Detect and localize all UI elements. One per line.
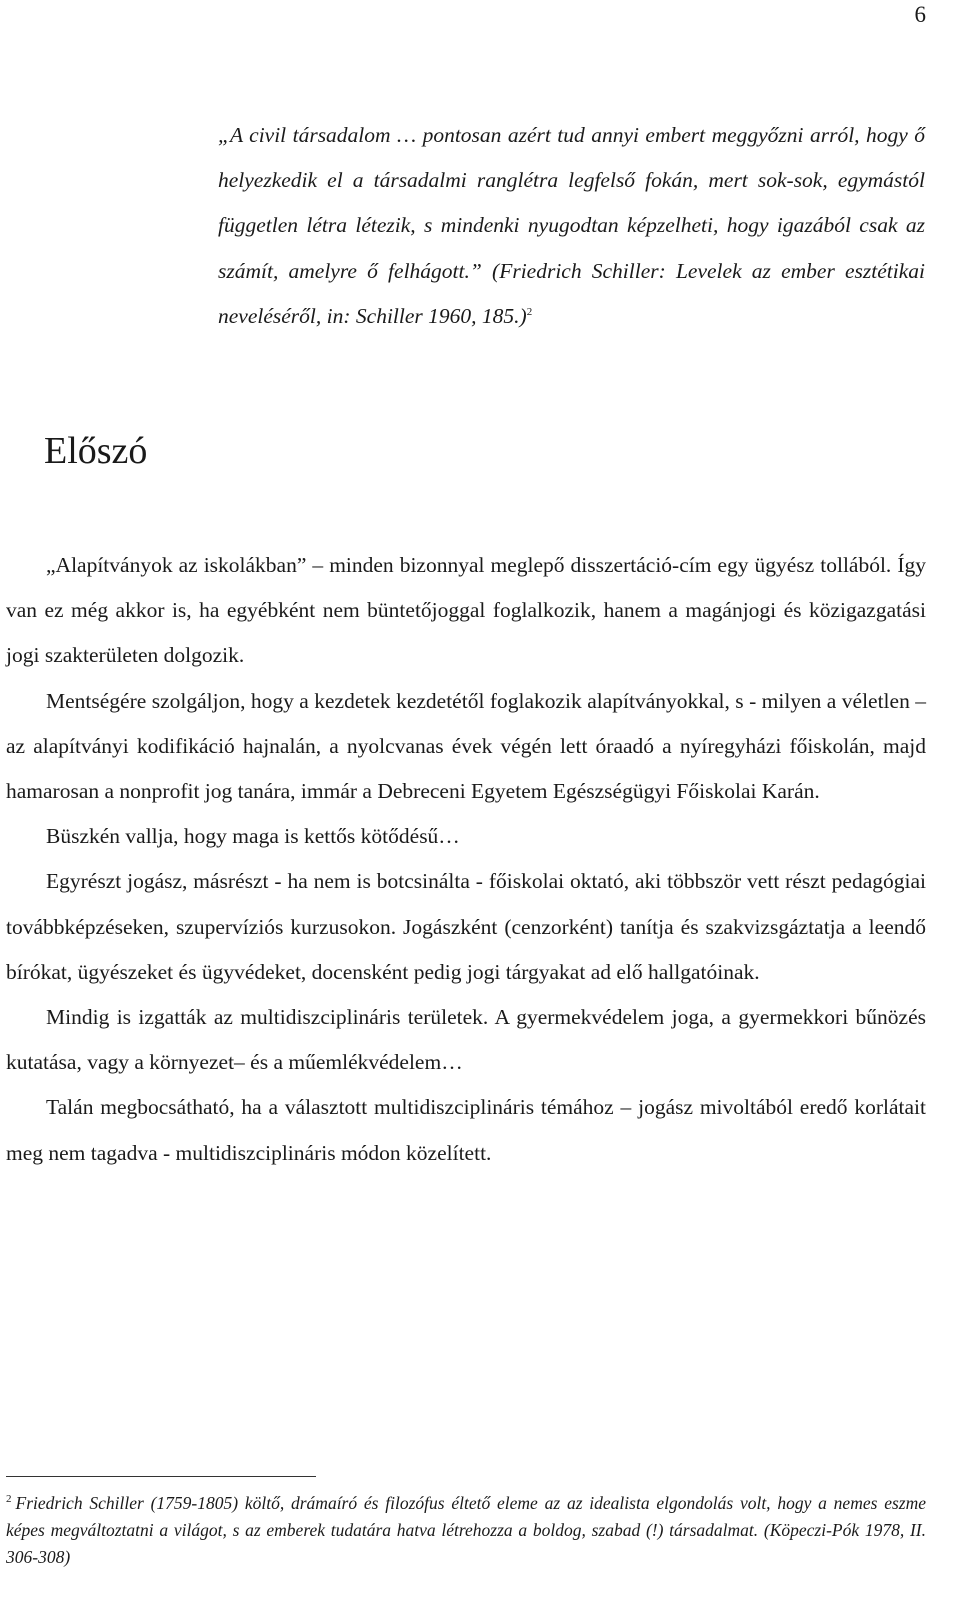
paragraph: Mindig is izgatták az multidiszciplináris területek. A gyermekvédelem joga, a gyermekkori bűnözés kutatása, vagy a környezet– és a műemlékvédelem…: [6, 1005, 926, 1075]
page-number: 6: [914, 2, 926, 27]
paragraph: Talán megbocsátható, ha a választott multidiszciplináris témához – jogász mivoltából eredő korlátait meg nem tagadva - multidiszciplináris módon közelített.: [6, 1095, 926, 1165]
body-text: [6, 543, 926, 1176]
footnote-number: 2: [6, 1493, 12, 1506]
epigraph-source: (Friedrich Schiller: Levelek az ember esztétikai neveléséről, in: Schiller 1960, 185.): [218, 258, 926, 328]
footnote-text: Friedrich Schiller (1759-1805) költő, drámaíró és filozófus éltető eleme az az idealista elgondolás volt, hogy a nemes eszme képes megváltoztatni a világot, s az emberek tudatára hatva létrehozza a boldog, szabad (!) társadalmat. (Köpeczi-Pók 1978, II. 306-308): [6, 1493, 926, 1567]
footnote: [6, 1490, 926, 1571]
footnote-divider: [6, 1476, 316, 1477]
epigraph-quote: „A civil társadalom … pontosan azért tud annyi embert meggyőzni arról, hogy ő helyezkedik el a társadalmi ranglétra legfelső fokán, mert sok-sok, egymástól független létra létezik, s mindenki nyugodtan képzelheti, hogy igazából csak az számít, amelyre ő felhágott.”: [218, 123, 925, 283]
paragraph: Mentségére szolgáljon, hogy a kezdetek kezdetétől foglakozik alapítványokkal, s - milyen a véletlen – az alapítványi kodifikáció hajnalán, a nyolcvanas évek végén lett óraadó a nyíregyházi főiskolán, majd hamarosan a nonprofit jog tanára, immár a Debreceni Egyetem Egészségügyi Főiskolai Karán.: [6, 688, 926, 804]
epigraph: [218, 113, 925, 339]
paragraph: „Alapítványok az iskolákban” – minden bizonnyal meglepő disszertáció-cím egy ügyész tollából. Így van ez még akkor is, ha egyébként nem büntetőjoggal foglalkozik, hanem a magánjogi és közigazgatási jogi szakterületen dolgozik.: [6, 553, 926, 668]
paragraph: Büszkén vallja, hogy maga is kettős kötődésű…: [46, 824, 460, 849]
section-heading: Előszó: [44, 430, 148, 472]
footnote-reference[interactable]: 2: [526, 305, 533, 318]
paragraph: Egyrészt jogász, másrészt - ha nem is botcsinálta - főiskolai oktató, aki többször vett részt pedagógiai továbbképzéseken, szupervíziós kurzusokon. Jogászként (cenzorként) tanítja és szakvizsgáztatja a leendő bírókat, ügyészeket és ügyvédeket, docensként pedig jogi tárgyakat ad elő hallgatóinak.: [6, 869, 926, 984]
